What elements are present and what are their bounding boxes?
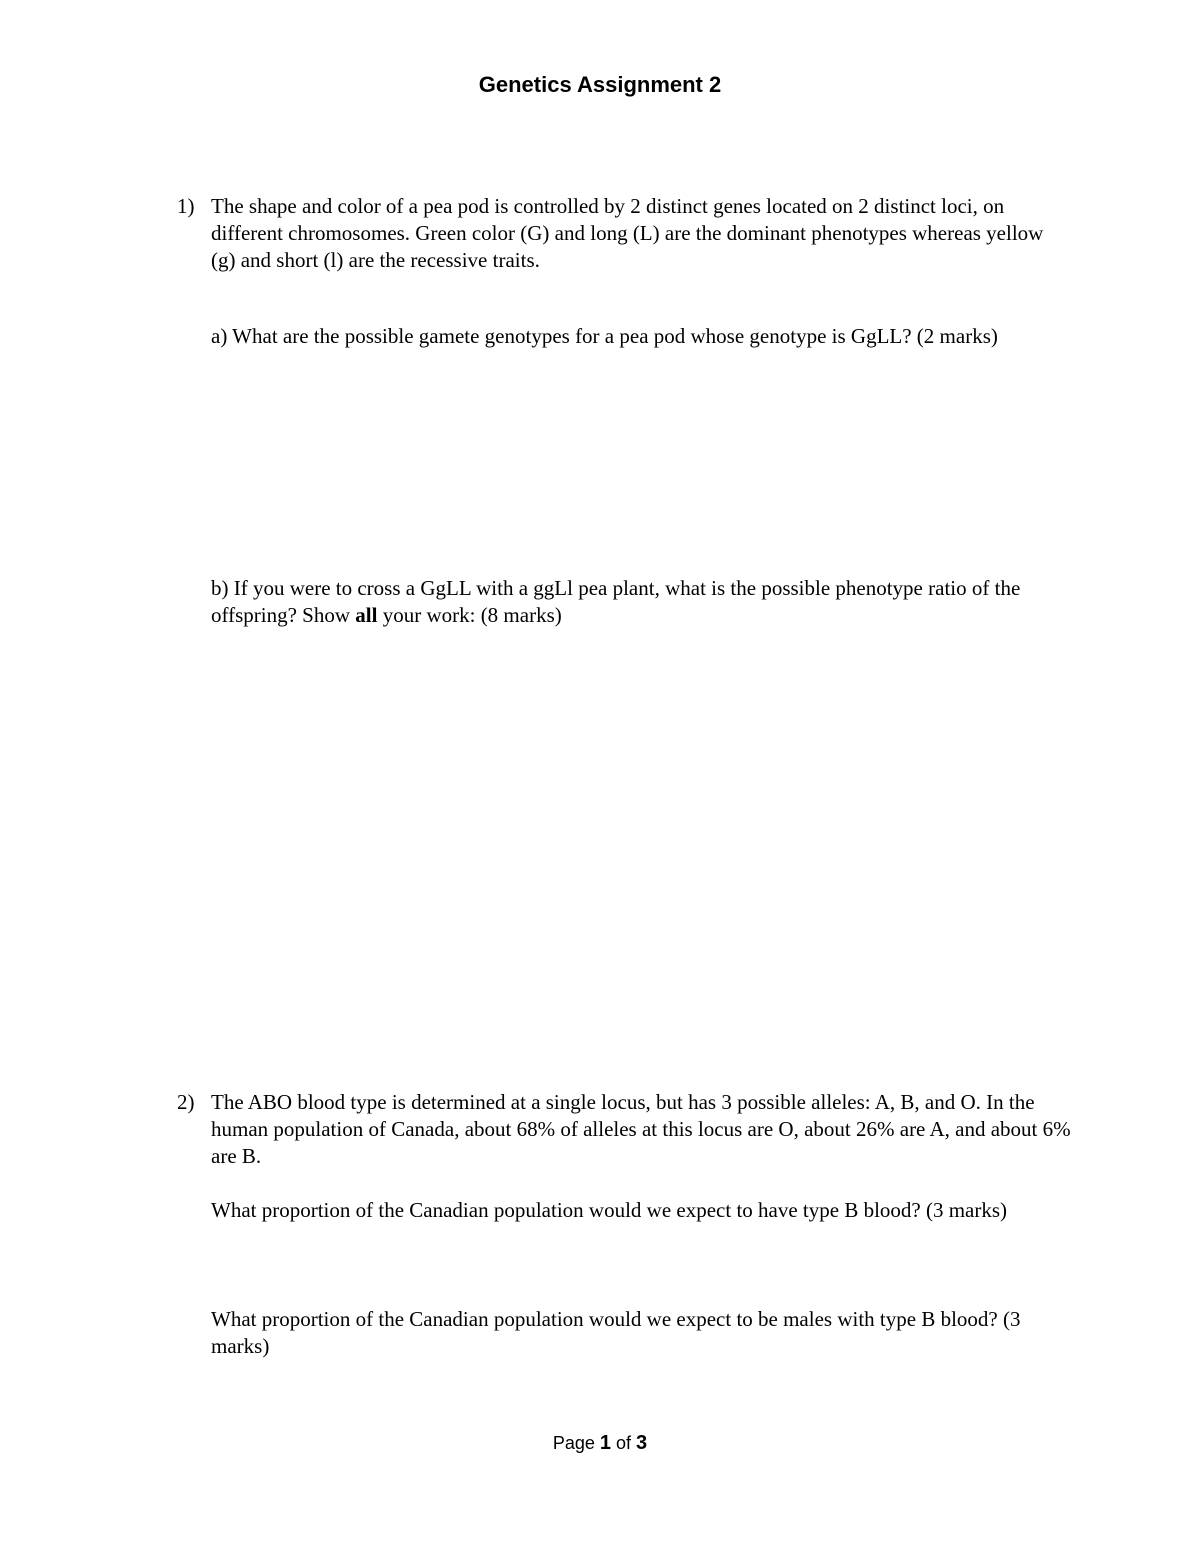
part-b-bold-word: all [355,603,378,627]
question-2-number: 2) [177,1090,195,1114]
question-1-part-a: a) What are the possible gamete genotypes for a pea pod whose genotype is GgLL? (2 marks) [211,324,998,348]
page-number: 1 [599,1432,611,1454]
question-1-number: 1) [177,194,195,218]
question-1-intro: The shape and color of a pea pod is controlled by 2 distinct genes located on 2 distinct loci, on different chromosomes. Green color (G) and long (L) are the dominant phenotypes whereas yellow (g) and short (l) are the recessive traits. [211,194,1044,272]
of-word: of [616,1433,632,1453]
part-b-text-start: b) If you were to cross a GgLL with a ggLl pea plant, what is the possible phenotype ratio of the offspring? Show [211,576,1021,627]
question-2-part-2: What proportion of the Canadian population would we expect to be males with type B blood? (3 marks) [211,1307,1021,1358]
page-total: 3 [636,1432,648,1454]
question-2-intro: The ABO blood type is determined at a single locus, but has 3 possible alleles: A, B, and O. In the human population of Canada, about 68% of alleles at this locus are O, about 26% are A, and about 6% are B. [211,1090,1071,1168]
document-title: Genetics Assignment 2 [478,72,722,97]
page-word: Page [552,1433,595,1453]
question-2-part-1: What proportion of the Canadian population would we expect to have type B blood? (3 marks) [211,1198,1008,1222]
question-1-part-b [211,575,1071,629]
page-footer [0,1432,1200,1455]
part-b-text-end: your work: (8 marks) [377,603,562,627]
